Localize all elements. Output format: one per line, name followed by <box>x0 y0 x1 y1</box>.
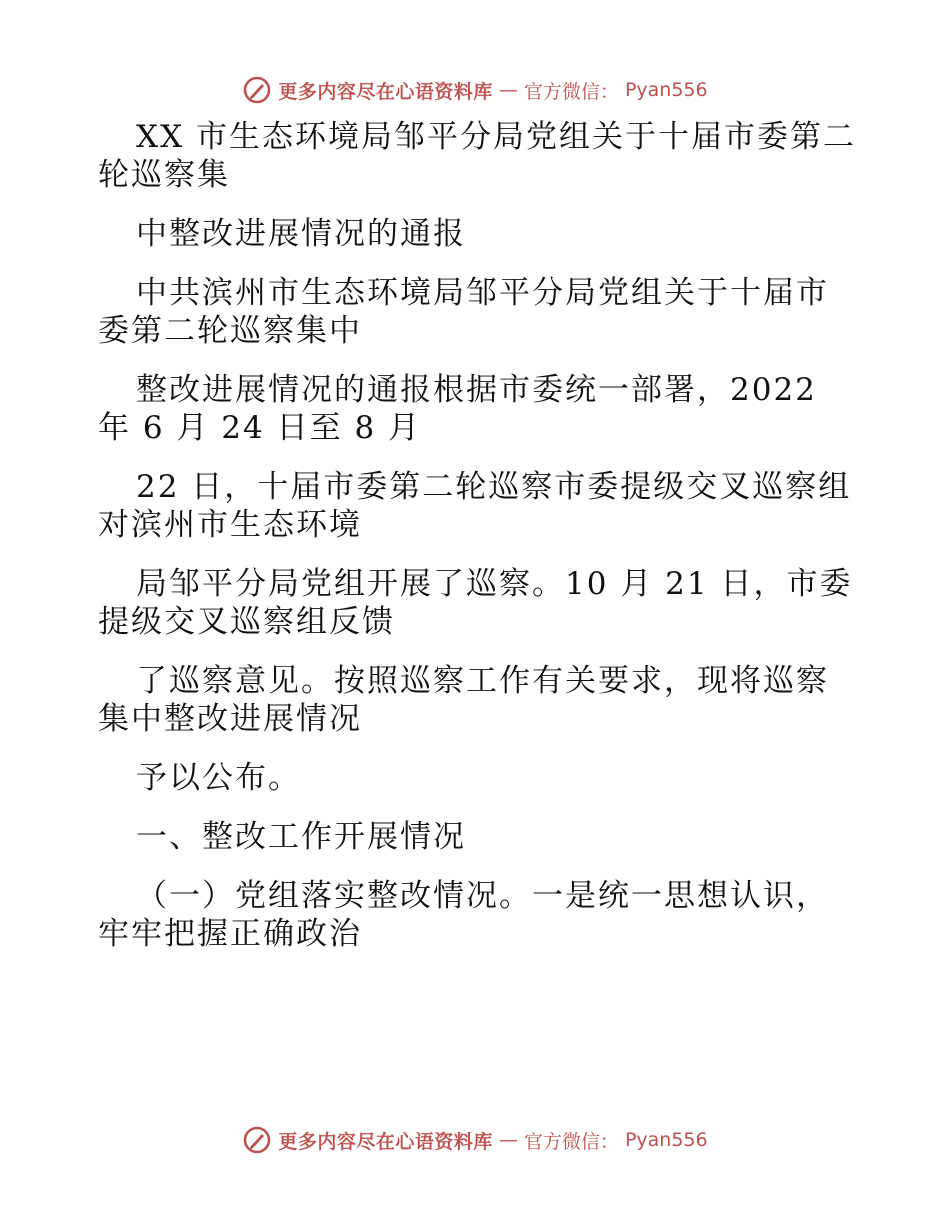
document-body <box>98 118 858 974</box>
doc-title-line-2: 中整改进展情况的通报 <box>136 216 466 252</box>
doc-paragraph: 22 日，十届市委第二轮巡察市委提级交叉巡察组对滨州市生态环境 <box>98 469 852 543</box>
watermark-banner-bottom <box>0 1120 950 1160</box>
doc-paragraph: 整改进展情况的通报根据市委统一部署，2022 年 6 月 24 日至 8 月 <box>98 372 817 446</box>
pen-seal-icon <box>242 75 272 105</box>
watermark-brand: 更多内容尽在心语资料库 <box>278 80 493 103</box>
watermark-wechat-label: 官方微信： <box>523 1130 619 1153</box>
doc-paragraph: 予以公布。 <box>136 760 301 796</box>
watermark-separator: — <box>498 79 518 101</box>
pen-seal-icon <box>242 1125 272 1155</box>
section-heading: 一、整改工作开展情况 <box>136 819 466 855</box>
watermark-wechat-label: 官方微信： <box>523 80 619 103</box>
doc-paragraph: 局邹平分局党组开展了巡察。10 月 21 日，市委提级交叉巡察组反馈 <box>98 566 853 640</box>
doc-paragraph: 中共滨州市生态环境局邹平分局党组关于十届市委第二轮巡察集中 <box>98 275 829 349</box>
watermark-separator: — <box>498 1129 518 1151</box>
doc-paragraph: （一）党组落实整改情况。一是统一思想认识，牢牢把握正确政治 <box>98 878 829 952</box>
doc-paragraph: 了巡察意见。按照巡察工作有关要求，现将巡察集中整改进展情况 <box>98 663 829 737</box>
watermark-wechat-id: Pyan556 <box>624 1129 708 1151</box>
watermark-wechat-id: Pyan556 <box>624 79 708 101</box>
watermark-brand: 更多内容尽在心语资料库 <box>278 1130 493 1153</box>
watermark-banner-top <box>0 70 950 110</box>
doc-title-line-1: XX 市生态环境局邹平分局党组关于十届市委第二轮巡察集 <box>98 119 856 193</box>
